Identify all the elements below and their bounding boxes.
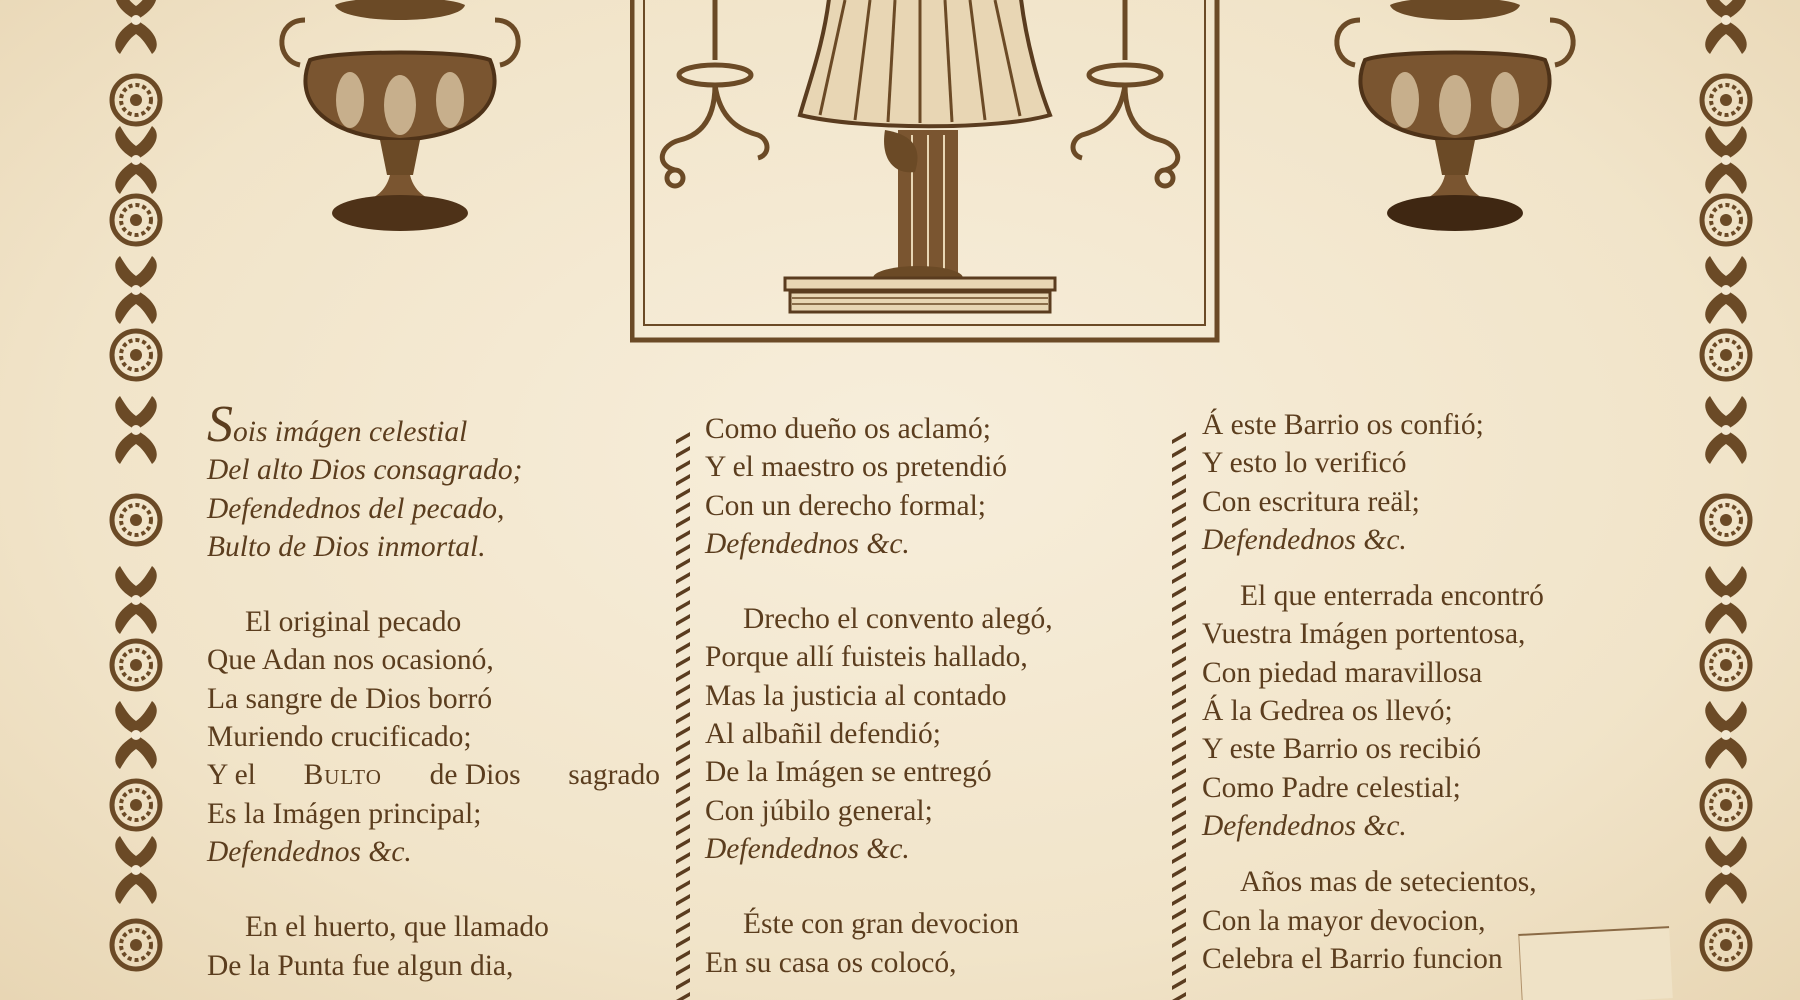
verse-line: Al albañil defendió; [705,718,941,751]
verse-line: Y este Barrio os recibió [1202,733,1482,766]
verse-line: Bulto de Dios inmortal. [207,530,486,563]
floral-rosette-border-icon [1686,0,1766,1000]
stanza [1202,406,1622,559]
stanza [207,603,667,871]
stanza [705,905,1145,982]
urn-vase-left-icon [265,0,535,254]
column-divider-1 [676,430,690,1000]
verse-line: Á este Barrio os confió; [1202,409,1484,441]
verse-line: Con júbilo general; [705,794,933,827]
verse-line: Y esto lo verificó [1202,447,1407,480]
verse-line: Éste con gran devocion [743,908,1020,941]
verse-line: Como dueño os aclamó; [705,413,991,445]
verse-line: Defendednos &c. [1202,523,1407,556]
verse-line: Drecho el convento alegó, [743,603,1053,636]
verse-line: En su casa os colocó, [705,946,957,979]
verse-line: Defendednos &c. [705,527,910,560]
stanza [705,600,1145,868]
verse-line: La sangre de Dios borró [207,682,493,715]
verse-line: Mas la justicia al contado [705,679,1007,712]
verse-line: Y el maestro os pretendió [705,451,1008,484]
verse-line: Y el Bulto de Dios sagrado [207,759,660,792]
verse-line: Defendednos &c. [1202,809,1407,842]
verse-line: Vuestra Imágen portentosa, [1202,618,1526,651]
column-divider-2 [1172,430,1186,1000]
verse-column-3 [1202,406,1622,996]
floral-border-right [1686,0,1766,1000]
stanza [1202,577,1622,845]
verse-column-2 [705,410,1145,1000]
verse-line: De la Imágen se entregó [705,756,992,789]
verse-line: Defendednos &c. [207,835,412,868]
floral-rosette-border-icon [96,0,176,1000]
saint-figure-shrine-icon [630,0,1220,349]
verse-line: Con piedad maravillosa [1202,656,1483,689]
stanza [207,396,667,566]
verse-line: Del alto Dios consagrado; [207,454,523,487]
verse-line: Porque allí fuisteis hallado, [705,641,1028,674]
verse-line: El que enterrada encontró [1240,580,1544,613]
verse-line: Con la mayor devocion, [1202,904,1486,937]
urn-vase-right-icon [1320,0,1590,254]
verse-line: Es la Imágen principal; [207,797,482,830]
verse-line: Años mas de setecientos, [1240,866,1537,899]
verse-line: Defendednos &c. [705,832,910,865]
floral-border-left [96,0,176,1000]
stanza [207,908,667,985]
verse-line: De la Punta fue algun dia, [207,949,514,982]
verse-line: En el huerto, que llamado [245,911,549,944]
verse-line: Á la Gedrea os llevó; [1202,695,1453,728]
drop-cap: S [207,396,233,453]
verse-line: Con un derecho formal; [705,489,986,522]
verse-line: Que Adan nos ocasionó, [207,644,494,677]
verse-line: Como Padre celestial; [1202,771,1461,804]
stanza [705,410,1145,563]
verse-column-1 [207,396,667,1000]
verse-line: Con escritura reäl; [1202,485,1420,518]
verse-line: Celebra el Barrio funcion [1202,942,1503,975]
verse-line: Sois imágen celestial [207,396,468,453]
verse-line: Muriendo crucificado; [207,721,472,754]
paper-tear [1518,926,1673,1000]
verse-line: Defendednos del pecado, [207,492,505,525]
verse-line: El original pecado [245,606,462,639]
